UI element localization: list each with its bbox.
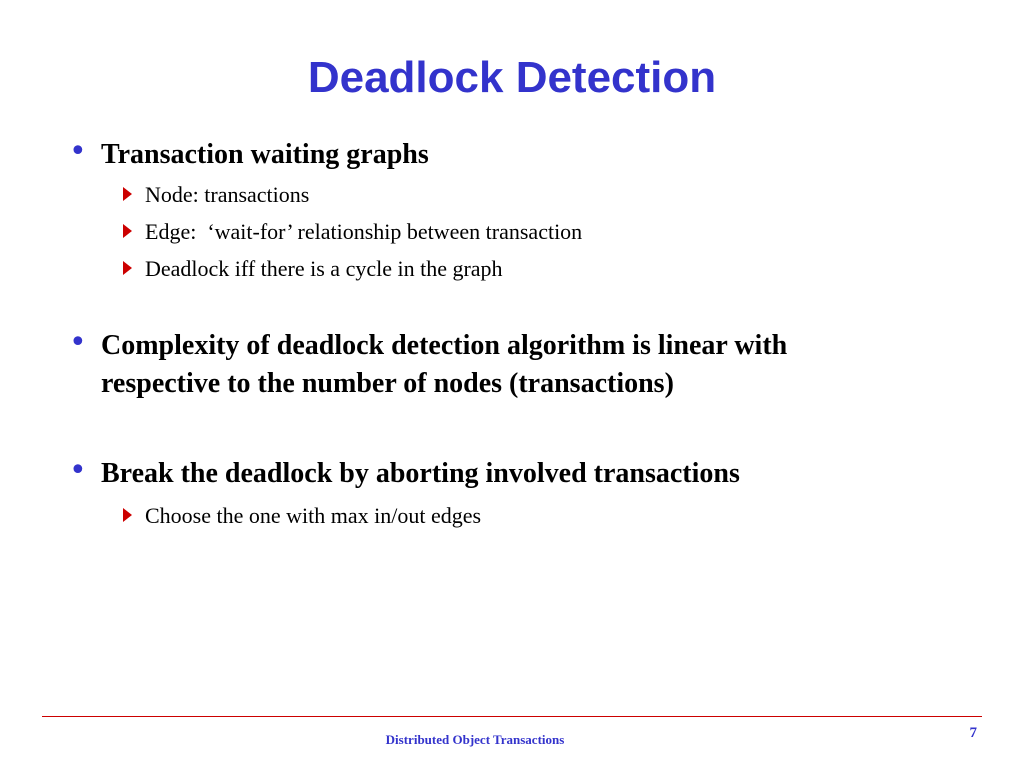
sub-bullet-text: Choose the one with max in/out edges (145, 503, 482, 528)
triangle-right-icon (123, 187, 132, 201)
bullet-dot-icon: • (69, 453, 87, 488)
bullet-dot-icon: • (69, 134, 87, 169)
bullet-text: Break the deadlock by aborting involved transactions (101, 458, 740, 489)
sub-bullet-text: Node: transactions (145, 182, 310, 207)
triangle-right-icon (123, 508, 132, 522)
sub-bullet-text: Edge: ‘wait-for’ relationship between transaction (145, 219, 583, 244)
sub-bullet-text: Deadlock iff there is a cycle in the graph (145, 256, 503, 281)
page-number: 7 (969, 725, 977, 741)
footer-divider (42, 716, 982, 717)
bullet-dot-icon: • (69, 325, 87, 360)
footer-title: Distributed Object Transactions (385, 732, 565, 747)
bullet-text: Complexity of deadlock detection algorithm is linear with respective to the number of nodes (transactions) (101, 330, 788, 399)
triangle-right-icon (123, 261, 132, 275)
bullet-text: Transaction waiting graphs (101, 139, 429, 170)
slide-title: Deadlock Detection (307, 53, 717, 102)
triangle-right-icon (123, 224, 132, 238)
